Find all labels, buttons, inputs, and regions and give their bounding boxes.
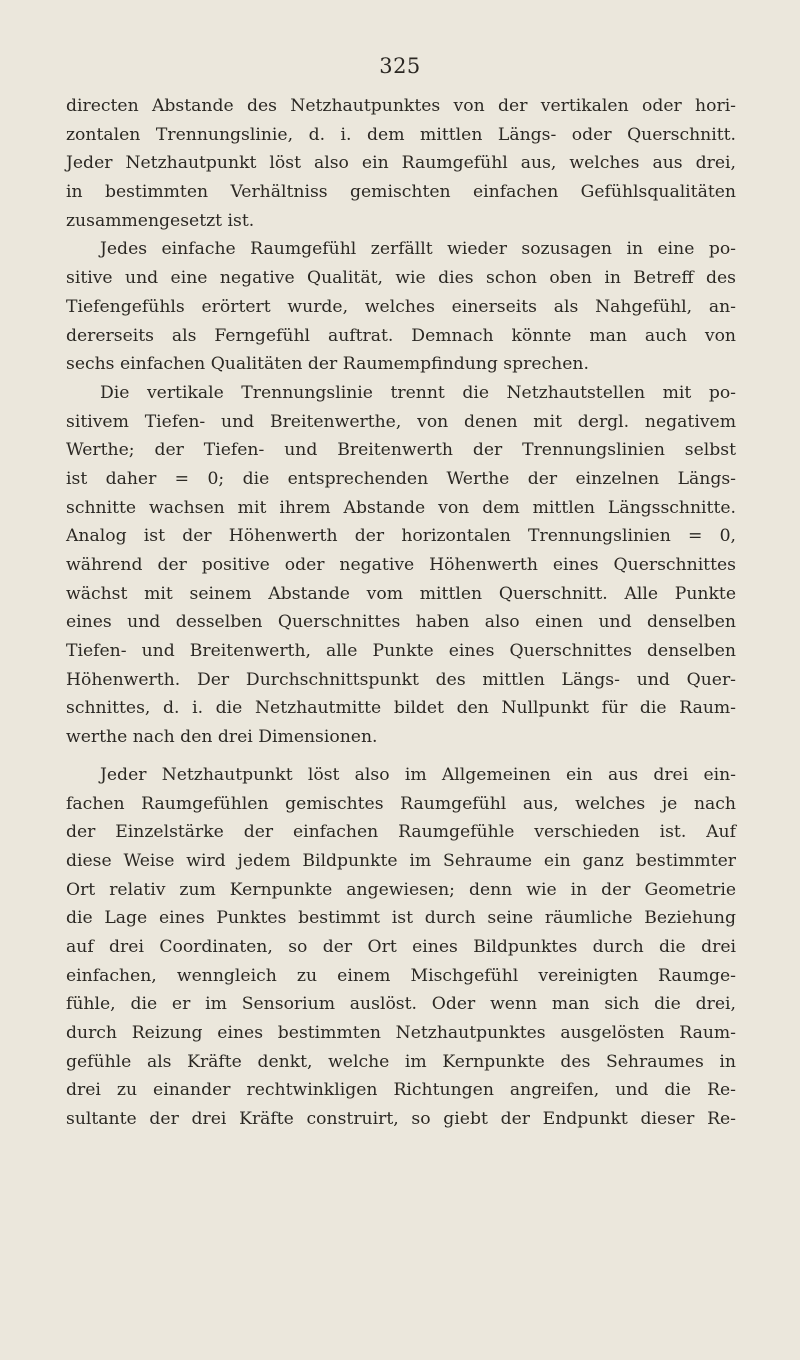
text-line: drei zu einander rechtwinkligen Richtungen angreifen, und die Re- [66, 1080, 736, 1101]
text-line: zontalen Trennungslinie, d. i. dem mittlen Längs- oder Querschnitt. [66, 124, 736, 145]
text-line: werthe nach den drei Dimensionen. [66, 727, 378, 748]
text-line: dererseits als Ferngefühl auftrat. Demnach könnte man auch von [66, 325, 736, 346]
text-line: Die vertikale Trennungslinie trennt die Netzhautstellen mit po- [100, 382, 736, 403]
text-line: Höhenwerth. Der Durchschnittspunkt des mittlen Längs- und Quer- [66, 669, 736, 690]
text-line: eines und desselben Querschnittes haben also einen und denselben [66, 612, 736, 633]
text-line: wächst mit seinem Abstande vom mittlen Querschnitt. Alle Punkte [66, 583, 736, 604]
text-line: die Lage eines Punktes bestimmt ist durch seine räumliche Beziehung [66, 908, 736, 929]
text-line: sechs einfachen Qualitäten der Raumempfindung sprechen. [66, 354, 589, 375]
text-line: Jeder Netzhautpunkt löst also ein Raumgefühl aus, welches aus drei, [66, 153, 736, 174]
text-line: Ort relativ zum Kernpunkte angewiesen; denn wie in der Geometrie [66, 879, 736, 900]
text-line: Tiefengefühls erörtert wurde, welches einerseits als Nahgefühl, an- [66, 296, 736, 317]
text-line: der Einzelstärke der einfachen Raumgefühle verschieden ist. Auf [66, 822, 736, 843]
text-line: sultante der drei Kräfte construirt, so giebt der Endpunkt dieser Re- [66, 1109, 736, 1130]
text-line: Jedes einfache Raumgefühl zerfällt wieder sozusagen in eine po- [100, 239, 736, 260]
text-line: auf drei Coordinaten, so der Ort eines Bildpunktes durch die drei [66, 936, 736, 957]
text-line: diese Weise wird jedem Bildpunkte im Sehraume ein ganz bestimmter [66, 850, 736, 871]
text-line: schnitte wachsen mit ihrem Abstande von dem mittlen Längsschnitte. [66, 497, 736, 518]
text-line: Werthe; der Tiefen- und Breitenwerth der Trennungslinien selbst [66, 440, 736, 461]
paragraph-3 [66, 379, 736, 752]
text-line: fühle, die er im Sensorium auslöst. Oder wenn man sich die drei, [66, 994, 736, 1015]
text-line: in bestimmten Verhältniss gemischten einfachen Gefühlsqualitäten [66, 182, 736, 203]
text-line: schnittes, d. i. die Netzhautmitte bildet den Nullpunkt für die Raum- [66, 698, 736, 719]
text-line: sitive und eine negative Qualität, wie dies schon oben in Betreff des [66, 268, 736, 289]
paragraph-4 [66, 761, 736, 1134]
text-line: zusammengesetzt ist. [66, 210, 255, 231]
text-line: Jeder Netzhautpunkt löst also im Allgemeinen ein aus drei ein- [100, 764, 736, 785]
text-line: durch Reizung eines bestimmten Netzhautpunktes ausgelösten Raum- [66, 1023, 736, 1043]
text-line: fachen Raumgefühlen gemischtes Raumgefühl aus, welches je nach [66, 793, 736, 814]
text-line: directen Abstande des Netzhautpunktes von der vertikalen oder hori- [66, 96, 736, 116]
text-line: Tiefen- und Breitenwerth, alle Punkte eines Querschnittes denselben [66, 641, 736, 662]
paragraph-1 [66, 92, 736, 235]
text-line: ist daher = 0; die entsprechenden Werthe der einzelnen Längs- [66, 468, 736, 489]
paragraph-2 [66, 235, 736, 378]
text-line: gefühle als Kräfte denkt, welche im Kernpunkte des Sehraumes in [66, 1051, 736, 1072]
text-line: während der positive oder negative Höhenwerth eines Querschnittes [66, 555, 736, 575]
text-line: einfachen, wenngleich zu einem Mischgefühl vereinigten Raumge- [66, 965, 736, 986]
body-text [66, 92, 736, 1134]
text-line: Analog ist der Höhenwerth der horizontalen Trennungslinien = 0, [66, 526, 736, 547]
text-line: sitivem Tiefen- und Breitenwerthe, von denen mit dergl. negativem [66, 411, 736, 432]
page-number: 325 [379, 54, 421, 78]
